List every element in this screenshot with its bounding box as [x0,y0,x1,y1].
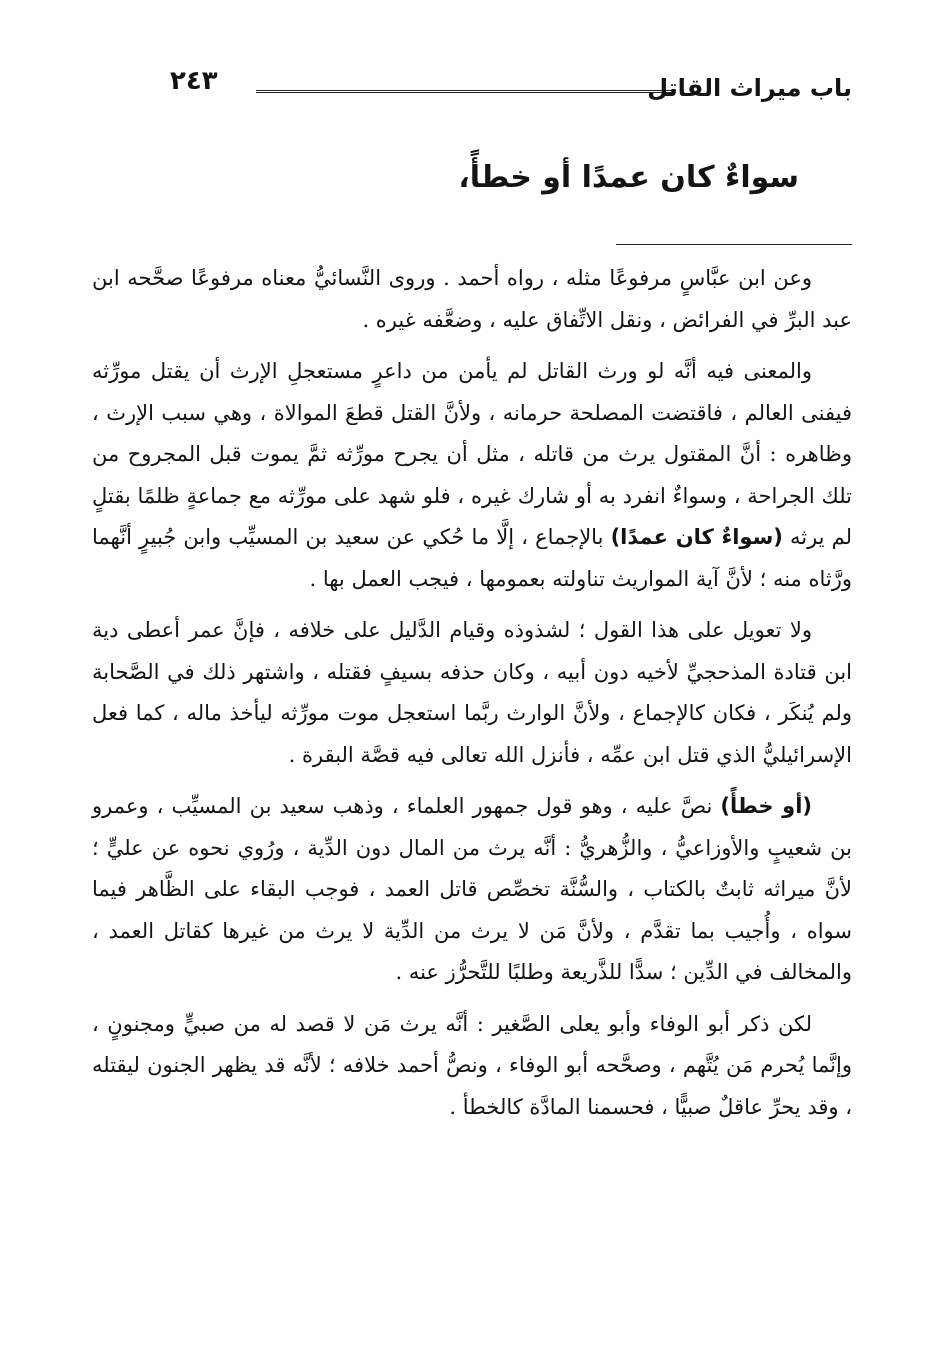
paragraph-2-part-2: بالإجماع ، إلَّا ما حُكي عن سعيد بن المسيِّب وابن جُبيرٍ أنَّهما ورَّثاه منه ؛ لأنَّ آية المواريث تناولته بعمومها ، فيجب العمل بها . [92,525,852,591]
page-number: ٢٤٣ [170,66,218,96]
paragraph-2-part-1: والمعنى فيه أنَّه لو ورث القاتل لم يأمن من داعرٍ مستعجلِ الإرث أن يقتل مورِّثه فيفنى العالم ، فاقتضت المصلحة حرمانه ، ولأنَّ القتل قطعَ الموالاة ، وهي سبب الإرث ، وظاهره : أنَّ المقتول يرث من قاتله ، مثل أن يجرح مورِّثه ثمَّ يموت قبل المجروح من تلك الجراحة ، وسواءٌ انفرد به أو شارك غيره ، فلو شهد على مورِّثه مع جماعةٍ ظلمًا بقتلٍ لم يرثه [92,359,853,549]
paragraph-4 [92,786,852,994]
matn-separator-rule [616,244,852,245]
paragraph-4-text: نصَّ عليه ، وهو قول جمهور العلماء ، وذهب سعيد بن المسيِّب ، وعمرو بن شعيبٍ والأوزاعيُّ ، والزُّهريُّ : أنَّه يرث من المال دون الدِّية ، ورُوي نحوه عن عليٍّ ؛ لأنَّ ميراثه ثابتٌ بالكتاب ، والسُّنَّة تخصِّص قاتل العمد ، فوجب البقاء على الظَّاهر فيما سواه ، وأُجيب بما تقدَّم ، ولأنَّ مَن لا يرث من الدِّية لا يرث من غيرها كقاتل العمد ، والمخالف في الدِّين ؛ سدًّا للذَّريعة وطلبًا للتَّحرُّز عنه . [92,794,852,984]
matn-text: سواءٌ كان عمدًا أو خطأً، [458,160,799,195]
paragraph-3: ولا تعويل على هذا القول ؛ لشذوذه وقيام الدَّليل على خلافه ، فإنَّ عمر أعطى دية ابن قتادة المذحجيِّ لأخيه دون أبيه ، وكان حذفه بسيفٍ فقتله ، واشتهر ذلك في الصَّحابة ولم يُنكَر ، فكان كالإجماع ، ولأنَّ الوارث ربَّما استعجل موت مورِّثه ليأخذ ماله ، كما فعل الإسرائيليُّ الذي قتل ابن عمِّه ، فأنزل الله تعالى فيه قصَّة البقرة . [92,618,852,767]
header-rule [256,90,676,93]
matn-quote-khata: (أو خطأً) [720,794,813,818]
paragraph-5: لكن ذكر أبو الوفاء وأبو يعلى الصَّغير : أنَّه يرث مَن لا قصد له من صبيٍّ ومجنونٍ ، وإنَّما يُحرم مَن يُتَّهم ، وصحَّحه أبو الوفاء ، ونصُّ أحمد خلافه ؛ لأنَّه قد يظهر الجنون ليقتله ، وقد يحرِّ عاقلٌ صبيًّا ، فحسمنا المادَّة كالخطأ . [92,1011,852,1119]
matn-quote-amdan: (سواءٌ كان عمدًا) [610,525,783,549]
paragraph-1: وعن ابن عبَّاسٍ مرفوعًا مثله ، رواه أحمد . وروى النَّسائيُّ معناه مرفوعًا صحَّحه ابن عبد البرِّ في الفرائض ، ونقل الاتِّفاق عليه ، وضعَّفه غيره . [92,266,852,332]
page-header [88,66,852,110]
chapter-title: باب ميراث القاتل [647,74,852,102]
commentary-body [92,258,852,1138]
paragraph-2 [92,351,852,600]
